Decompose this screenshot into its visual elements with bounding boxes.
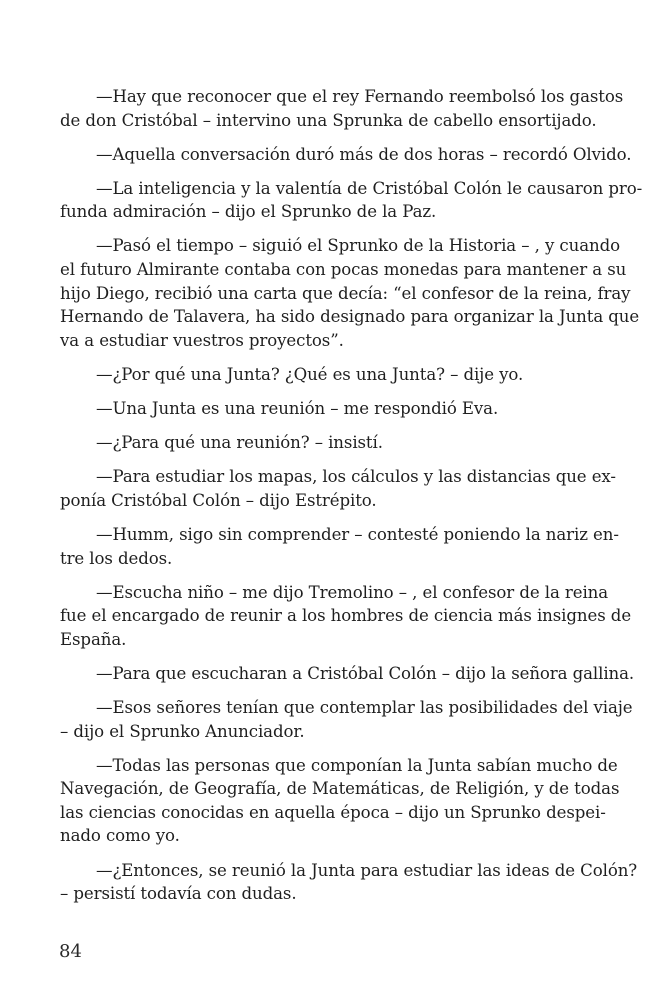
text-line: —La inteligencia y la valentía de Cristóbal Colón le causaron pro- xyxy=(96,178,643,198)
text-line: —¿Entonces, se reunió la Junta para estudiar las ideas de Colón? xyxy=(96,860,638,880)
text-line: – dijo el Sprunko Anunciador. xyxy=(60,721,305,741)
body-text xyxy=(60,85,643,916)
text-line: —Para que escucharan a Cristóbal Colón – dijo la señora gallina. xyxy=(96,663,635,683)
text-line: —Hay que reconocer que el rey Fernando reembolsó los gastos xyxy=(96,87,624,106)
dialogue-paragraph xyxy=(60,465,616,512)
dialogue-paragraph xyxy=(60,234,640,352)
text-line: fue el encargado de reunir a los hombres de ciencia más insignes de xyxy=(60,606,632,626)
text-line: —Todas las personas que componían la Junta sabían mucho de xyxy=(96,755,618,775)
text-line: hijo Diego, recibió una carta que decía: “el confesor de la reina, fray xyxy=(60,283,631,303)
text-line: Hernando de Talavera, ha sido designado para organizar la Junta que xyxy=(60,307,640,327)
text-line: —Aquella conversación duró más de dos horas – recordó Olvido. xyxy=(96,144,632,164)
text-line: —Pasó el tiempo – siguió el Sprunko de la Historia – , y cuando xyxy=(96,236,620,256)
text-line: funda admiración – dijo el Sprunko de la Paz. xyxy=(60,202,437,222)
dialogue-paragraph xyxy=(60,523,619,570)
dialogue-paragraph xyxy=(60,85,624,132)
dialogue-paragraph xyxy=(60,177,643,224)
text-line: —¿Para qué una reunión? – insistí. xyxy=(96,433,383,453)
text-line: —Una Junta es una reunión – me respondió Eva. xyxy=(96,399,499,419)
dialogue-paragraph xyxy=(60,754,620,848)
text-line: el futuro Almirante contaba con pocas monedas para mantener a su xyxy=(60,260,627,280)
text-line: de don Cristóbal – intervino una Sprunka de cabello ensortijado. xyxy=(60,110,597,130)
text-line: —Para estudiar los mapas, los cálculos y las distancias que ex- xyxy=(96,467,616,487)
dialogue-paragraph xyxy=(60,696,633,743)
dialogue-paragraph xyxy=(60,859,638,906)
text-line: tre los dedos. xyxy=(60,548,173,568)
page-number: 84 xyxy=(59,941,82,962)
text-line: —Esos señores tenían que contemplar las posibilidades del viaje xyxy=(96,697,633,717)
text-line: ponía Cristóbal Colón – dijo Estrépito. xyxy=(60,490,377,510)
dialogue-paragraph xyxy=(60,581,632,652)
dialogue-paragraph xyxy=(60,431,612,455)
dialogue-paragraph xyxy=(60,363,612,387)
text-line: —¿Por qué una Junta? ¿Qué es una Junta? – dije yo. xyxy=(96,364,524,384)
text-line: va a estudiar vuestros proyectos”. xyxy=(60,330,344,350)
dialogue-paragraph xyxy=(60,662,635,686)
text-line: Navegación, de Geografía, de Matemáticas, de Religión, y de todas xyxy=(60,779,620,799)
text-line: España. xyxy=(60,629,127,649)
text-line: nado como yo. xyxy=(60,826,180,846)
text-line: – persistí todavía con dudas. xyxy=(60,884,297,904)
dialogue-paragraph xyxy=(60,143,632,167)
text-line: —Escucha niño – me dijo Tremolino – , el confesor de la reina xyxy=(96,582,609,602)
dialogue-paragraph xyxy=(60,397,612,421)
text-line: las ciencias conocidas en aquella época – dijo un Sprunko despei- xyxy=(60,802,606,822)
text-line: —Humm, sigo sin comprender – contesté poniendo la nariz en- xyxy=(96,524,619,544)
